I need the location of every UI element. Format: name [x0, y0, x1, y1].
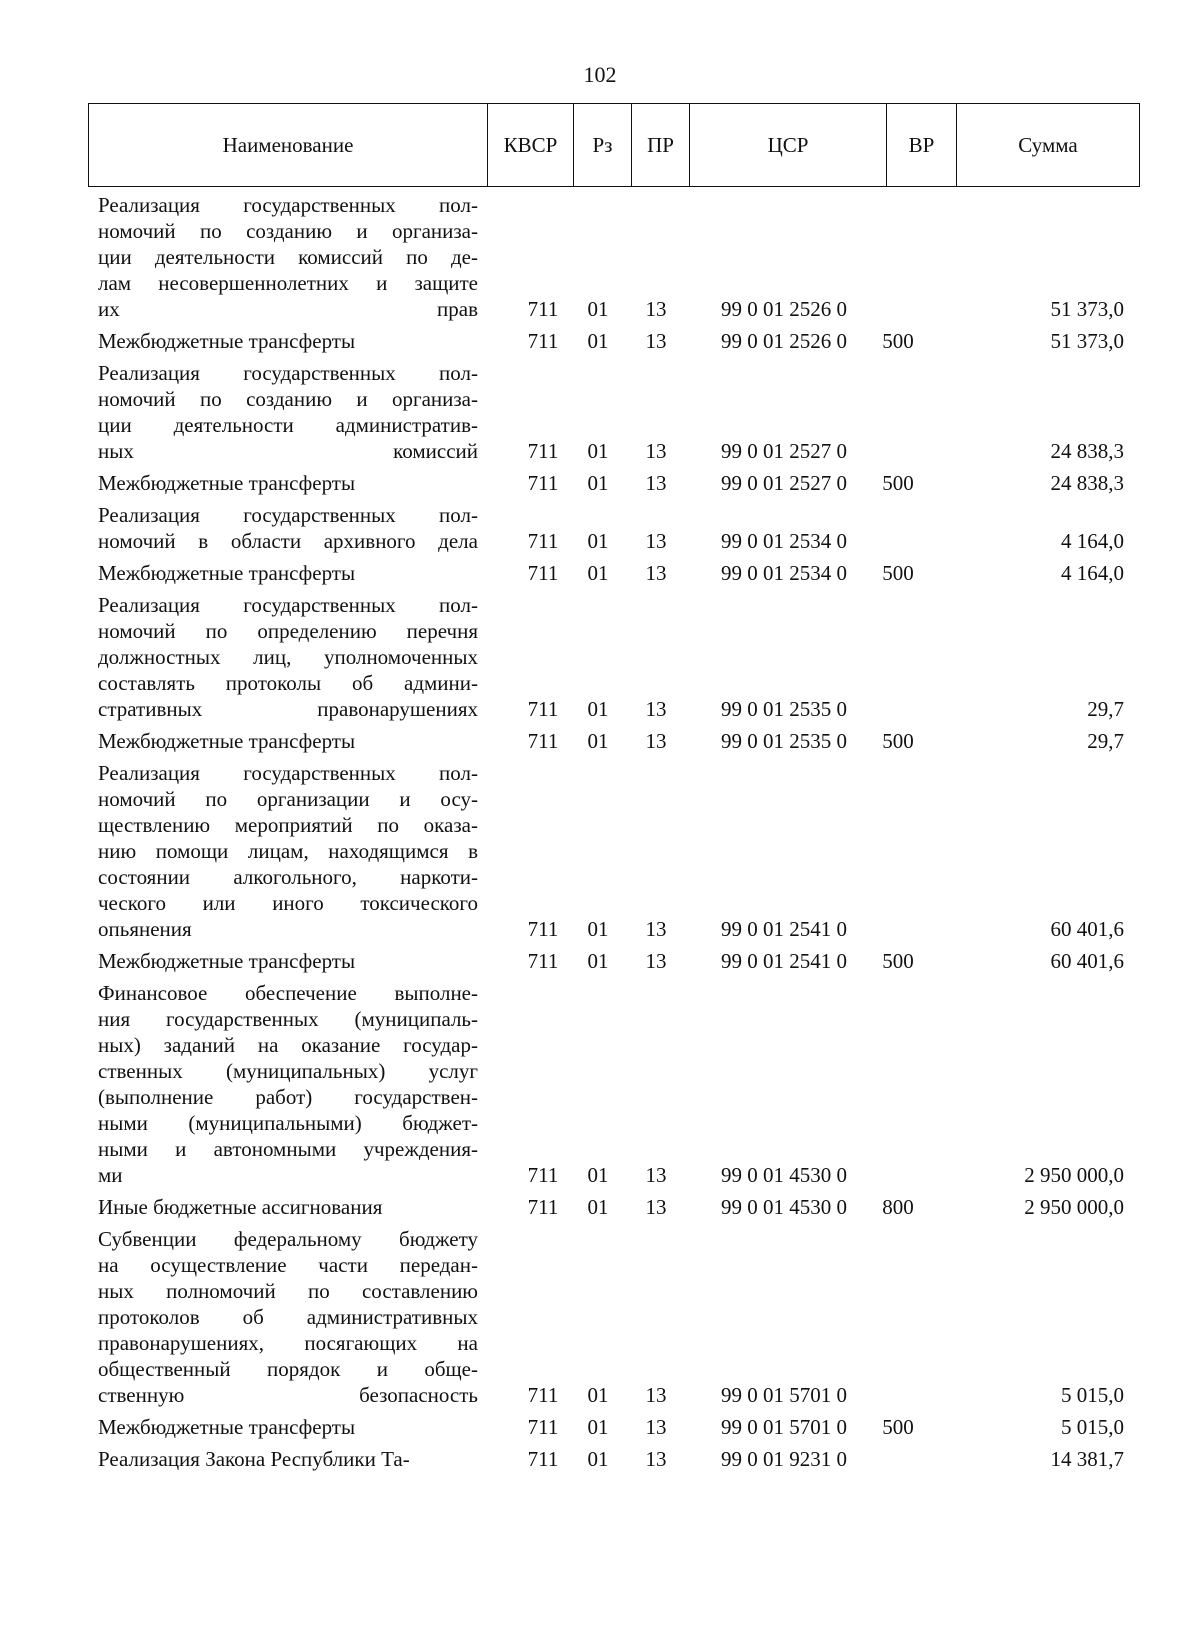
table-header — [88, 103, 1140, 187]
row-pr: 13 — [645, 439, 667, 463]
table-row — [98, 1446, 1132, 1472]
row-name: Реализация государственных пол- номочий по определению перечня должностных лиц, уполномоченных составлять протоколы об админи- стративных правонарушениях — [98, 593, 478, 721]
row-vr: 500 — [882, 729, 914, 753]
row-csr: 99 0 01 2527 0 — [721, 439, 847, 463]
row-name: Реализация государственных пол- номочий в области архивного дела — [98, 503, 478, 553]
row-name: Межбюджетные трансферты — [98, 729, 356, 753]
row-rz: 01 — [587, 297, 609, 321]
row-pr: 13 — [645, 1383, 667, 1407]
row-kvsr: 711 — [527, 561, 559, 585]
row-name: Межбюджетные трансферты — [98, 561, 356, 585]
table-row — [98, 592, 1132, 722]
row-pr: 13 — [645, 1163, 667, 1187]
row-rz: 01 — [587, 729, 609, 753]
row-name: Финансовое обеспечение выполне- ния государственных (муниципаль- ных) заданий на оказание государ- ственных (муниципальных) услуг (выполнение работ) государствен- ными (муниципальными) бюджет- ными и автономными учреждения- ми — [98, 981, 478, 1187]
row-pr: 13 — [645, 329, 667, 353]
row-pr: 13 — [645, 917, 667, 941]
row-kvsr: 711 — [527, 329, 559, 353]
row-vr: 500 — [882, 329, 914, 353]
row-rz: 01 — [587, 917, 609, 941]
row-pr: 13 — [645, 297, 667, 321]
row-name: Межбюджетные трансферты — [98, 949, 356, 973]
row-rz: 01 — [587, 1383, 609, 1407]
row-csr: 99 0 01 5701 0 — [721, 1415, 847, 1439]
row-vr: 500 — [882, 561, 914, 585]
row-rz: 01 — [587, 561, 609, 585]
row-pr: 13 — [645, 529, 667, 553]
row-pr: 13 — [645, 729, 667, 753]
row-name: Межбюджетные трансферты — [98, 329, 356, 353]
row-kvsr: 711 — [527, 729, 559, 753]
row-csr: 99 0 01 4530 0 — [721, 1163, 847, 1187]
row-kvsr: 711 — [527, 1195, 559, 1219]
row-csr: 99 0 01 4530 0 — [721, 1195, 847, 1219]
row-vr: 500 — [882, 949, 914, 973]
row-rz: 01 — [587, 1163, 609, 1187]
table-row — [98, 728, 1132, 754]
row-kvsr: 711 — [527, 949, 559, 973]
row-csr: 99 0 01 9231 0 — [721, 1447, 847, 1471]
row-sum: 29,7 — [1087, 697, 1124, 721]
table-row — [98, 470, 1132, 496]
table-row — [98, 560, 1132, 586]
page-number: 102 — [583, 62, 617, 87]
row-sum: 14 381,7 — [1050, 1447, 1124, 1471]
row-sum: 2 950 000,0 — [1024, 1195, 1124, 1219]
row-sum: 24 838,3 — [1050, 471, 1124, 495]
row-vr: 500 — [882, 471, 914, 495]
row-rz: 01 — [587, 471, 609, 495]
table-row — [98, 192, 1132, 322]
row-rz: 01 — [587, 697, 609, 721]
row-rz: 01 — [587, 1195, 609, 1219]
header-kvsr: КВСР — [487, 104, 573, 186]
table-row — [98, 360, 1132, 464]
row-vr: 800 — [882, 1195, 914, 1219]
row-csr: 99 0 01 2541 0 — [721, 917, 847, 941]
row-rz: 01 — [587, 329, 609, 353]
row-name: Реализация государственных пол- номочий по организации и осу- ществлению мероприятий по оказа- нию помощи лицам, находящимся в состоянии алкогольного, наркоти- ческого или иного токсического опьянения — [98, 761, 478, 941]
row-rz: 01 — [587, 1415, 609, 1439]
row-pr: 13 — [645, 697, 667, 721]
header-name: Наименование — [222, 132, 354, 157]
row-name: Межбюджетные трансферты — [98, 471, 356, 495]
row-rz: 01 — [587, 1447, 609, 1471]
row-pr: 13 — [645, 561, 667, 585]
row-sum: 5 015,0 — [1061, 1415, 1124, 1439]
row-sum: 5 015,0 — [1061, 1383, 1124, 1407]
table-row — [98, 760, 1132, 942]
row-kvsr: 711 — [527, 1163, 559, 1187]
header-vr: ВР — [886, 104, 956, 186]
row-csr: 99 0 01 2526 0 — [721, 329, 847, 353]
row-sum: 29,7 — [1087, 729, 1124, 753]
header-rz: Рз — [573, 104, 631, 186]
row-pr: 13 — [645, 1415, 667, 1439]
row-sum: 51 373,0 — [1050, 329, 1124, 353]
row-rz: 01 — [587, 439, 609, 463]
table-row — [98, 1194, 1132, 1220]
table-row — [98, 502, 1132, 554]
row-sum: 4 164,0 — [1061, 529, 1124, 553]
row-kvsr: 711 — [527, 439, 559, 463]
row-csr: 99 0 01 2526 0 — [721, 297, 847, 321]
row-kvsr: 711 — [527, 1383, 559, 1407]
table-row — [98, 1414, 1132, 1440]
row-pr: 13 — [645, 1447, 667, 1471]
header-csr: ЦСР — [689, 104, 886, 186]
row-pr: 13 — [645, 471, 667, 495]
table-row — [98, 948, 1132, 974]
table-body — [98, 192, 1132, 1478]
row-sum: 2 950 000,0 — [1024, 1163, 1124, 1187]
row-name: Реализация государственных пол- номочий по созданию и организа- ции деятельности административ- ных комиссий — [98, 361, 478, 463]
row-csr: 99 0 01 2541 0 — [721, 949, 847, 973]
header-pr: ПР — [631, 104, 689, 186]
row-name: Межбюджетные трансферты — [98, 1415, 356, 1439]
row-kvsr: 711 — [527, 529, 559, 553]
row-name: Реализация Закона Республики Та- — [98, 1447, 410, 1471]
row-rz: 01 — [587, 529, 609, 553]
row-name: Иные бюджетные ассигнования — [98, 1195, 383, 1219]
row-kvsr: 711 — [527, 917, 559, 941]
row-csr: 99 0 01 2527 0 — [721, 471, 847, 495]
row-csr: 99 0 01 5701 0 — [721, 1383, 847, 1407]
row-pr: 13 — [645, 1195, 667, 1219]
row-kvsr: 711 — [527, 471, 559, 495]
row-name: Реализация государственных пол- номочий по созданию и организа- ции деятельности комиссий по де- лам несовершеннолетних и защите их прав — [98, 193, 478, 321]
row-name: Субвенции федеральному бюджету на осуществление части передан- ных полномочий по составлению протоколов об административных правонарушениях, посягающих на общественный порядок и обще- ственную безопасность — [98, 1227, 478, 1407]
row-vr: 500 — [882, 1415, 914, 1439]
row-sum: 51 373,0 — [1050, 297, 1124, 321]
row-kvsr: 711 — [527, 297, 559, 321]
row-sum: 4 164,0 — [1061, 561, 1124, 585]
row-csr: 99 0 01 2534 0 — [721, 561, 847, 585]
row-kvsr: 711 — [527, 697, 559, 721]
row-sum: 24 838,3 — [1050, 439, 1124, 463]
header-sum: Сумма — [956, 104, 1139, 186]
table-row — [98, 328, 1132, 354]
row-csr: 99 0 01 2535 0 — [721, 697, 847, 721]
table-row — [98, 1226, 1132, 1408]
row-kvsr: 711 — [527, 1447, 559, 1471]
row-sum: 60 401,6 — [1050, 949, 1124, 973]
row-pr: 13 — [645, 949, 667, 973]
table-row — [98, 980, 1132, 1188]
row-rz: 01 — [587, 949, 609, 973]
row-sum: 60 401,6 — [1050, 917, 1124, 941]
row-csr: 99 0 01 2534 0 — [721, 529, 847, 553]
row-kvsr: 711 — [527, 1415, 559, 1439]
row-csr: 99 0 01 2535 0 — [721, 729, 847, 753]
